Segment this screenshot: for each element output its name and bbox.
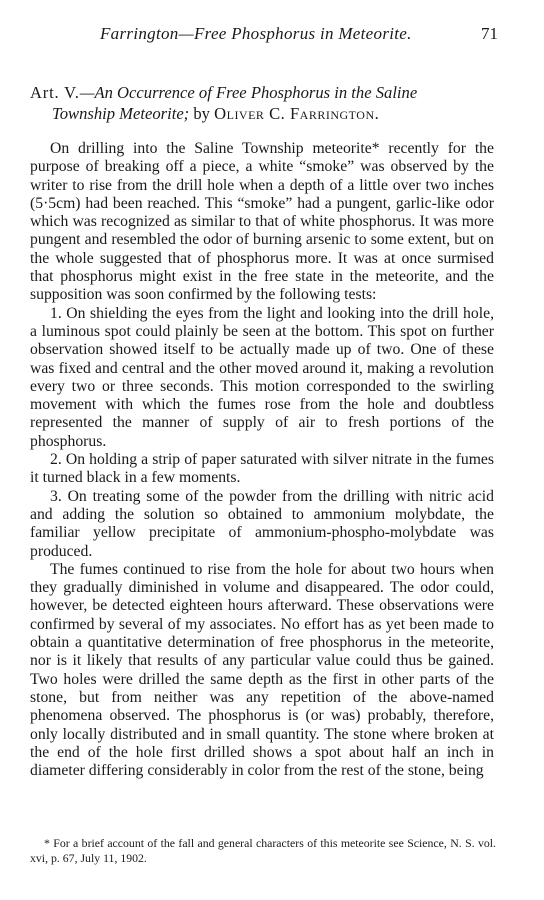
page-number: 71 [481, 24, 498, 43]
article-title-part-2: Township Meteorite; [52, 104, 190, 123]
footnote-text: * For a brief account of the fall and general characters of this meteorite see Science, N. S. vol. xvi, p. 67, July 11, 1902. [30, 836, 496, 865]
article-title-part-1: —An Occurrence of Free Phosphorus in the Saline [79, 83, 418, 102]
body-paragraph: The fumes continued to rise from the hole for about two hours when they gradually diminished in volume and disappeared. The odor could, however, be detected eighteen hours afterward. These observations were confirmed by several of my associates. No effort has as yet been made to obtain a quantitative determination of free phosphorus in the meteorite, nor is it likely that results of any particular value could thus be gained. Two holes were drilled the same depth as the first in other parts of the stone, but from neither was any repetition of the above-named phenomena observed. The phosphorus is (or was) probably, therefore, only locally distributed and in small quantity. The stone where broken at the end of the hole first drilled shows a spot about half an inch in diameter differing considerably in color from the rest of the stone, being [30, 560, 494, 780]
article-body [30, 140, 494, 780]
byline-prefix: by [193, 104, 210, 123]
body-paragraph: 2. On holding a strip of paper saturated with silver nitrate in the fumes it turned black in a few moments. [30, 451, 494, 487]
article-title-line-1 [30, 82, 500, 103]
page-header [0, 24, 544, 48]
article-label: Art. V. [30, 83, 80, 102]
article-title-block [30, 82, 500, 124]
body-paragraph: 1. On shielding the eyes from the light and looking into the drill hole, a luminous spot could plainly be seen at the bottom. This spot on further observation showed itself to be actually made up of two. One of these was fixed and central and the other moved around it, making a revolution every two or three seconds. This motion corresponded to the swirling movement with which the fumes rose from the hole and doubtless represented the manner of supply of air to fresh portions of the phosphorus. [30, 304, 494, 450]
running-head: Farrington—Free Phosphorus in Meteorite. [100, 24, 412, 43]
body-paragraph: On drilling into the Saline Township meteorite* recently for the purpose of breaking off a piece, a white “smoke” was observed by the writer to rise from the drill hole when a depth of a little over two inches (5·5cm) had been reached. This “smoke” had a pungent, garlic-like odor which was recognized as similar to that of white phosphorus. It was more pungent and resembled the odor of burning arsenic to some extent, but on the whole suggested that of phosphorus more. It was at once surmised that phosphorus might exist in the free state in the meteorite, and the supposition was soon confirmed by the following tests: [30, 140, 494, 304]
body-paragraph: 3. On treating some of the powder from the drilling with nitric acid and adding the solution so obtained to ammonium molybdate, the familiar yellow precipitate of ammonium-phospho-molybdate was produced. [30, 487, 494, 560]
article-title-line-2 [30, 103, 500, 124]
footnote [30, 836, 496, 866]
article-author: Oliver C. Farrington. [214, 104, 380, 123]
